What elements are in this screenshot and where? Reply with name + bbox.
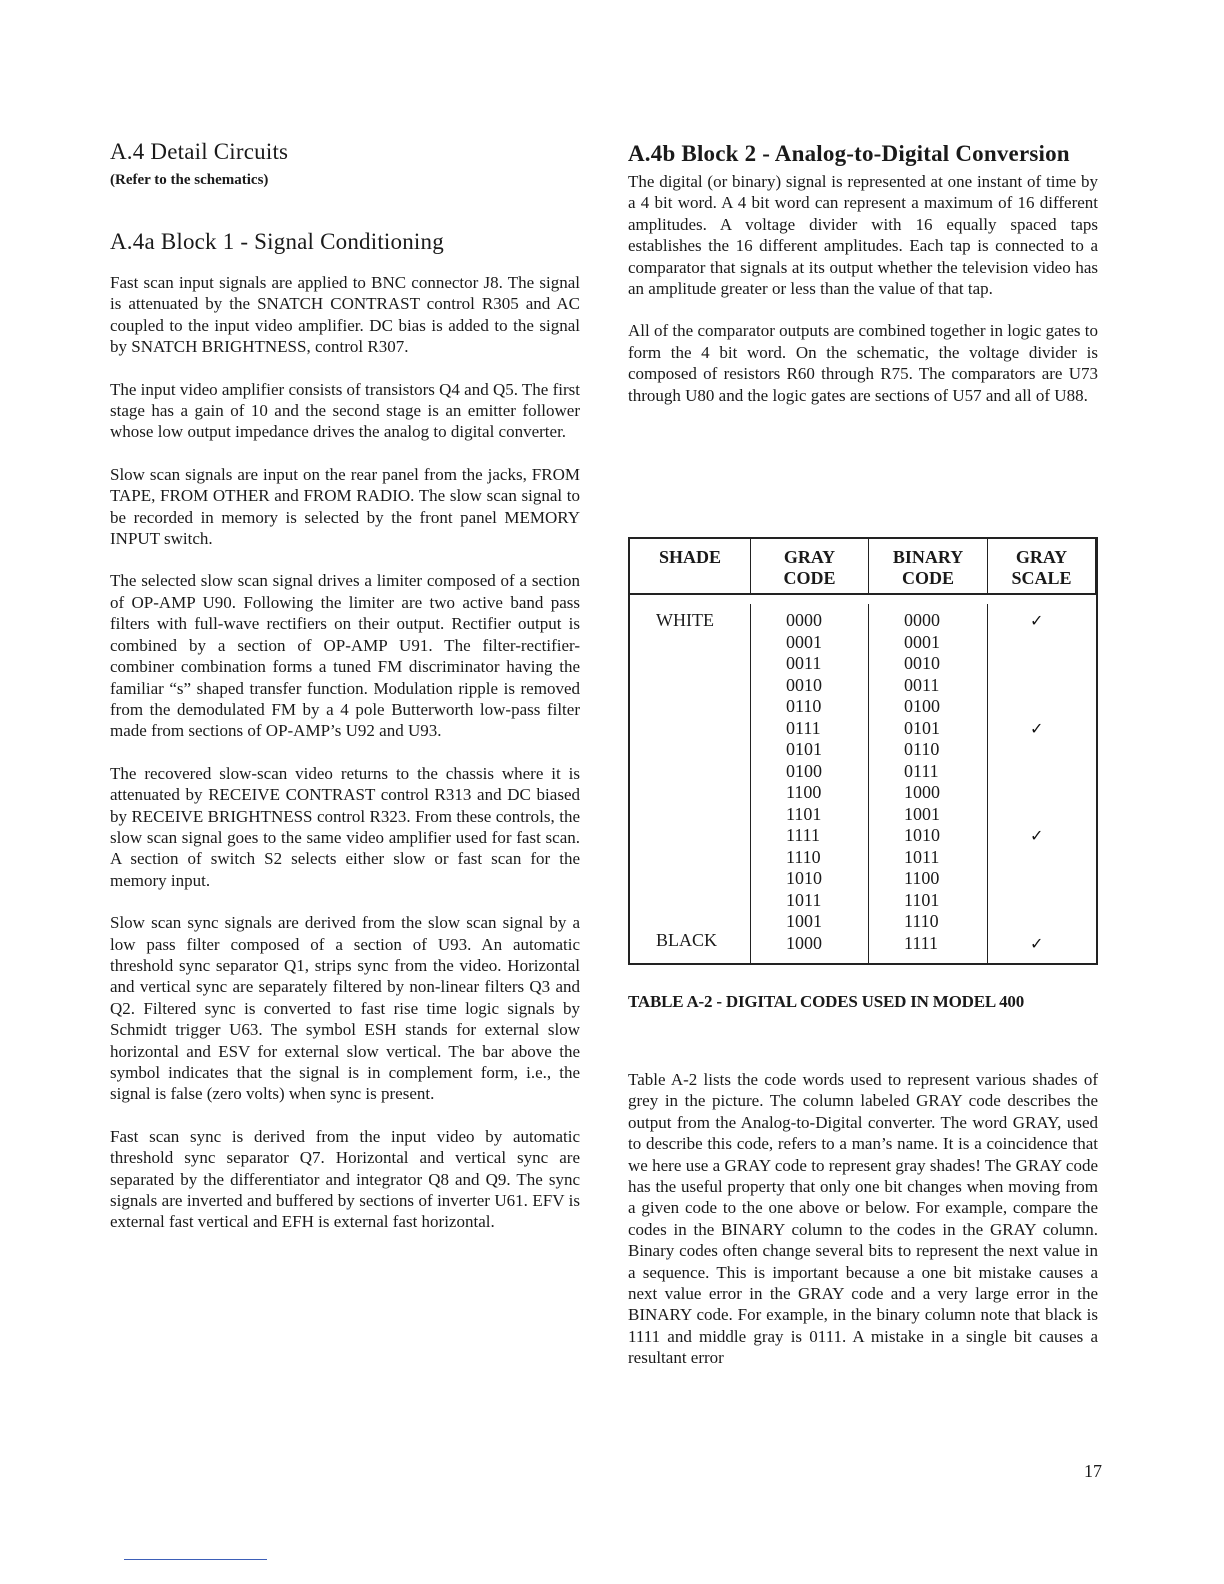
header-code-label: CODE (783, 568, 836, 588)
table-cell: 1011 (904, 846, 940, 867)
table-cell: 0001 (786, 631, 822, 652)
left-column (110, 138, 580, 1233)
table-cell: 0111 (786, 717, 821, 738)
section-title-a4a: A.4a Block 1 - Signal Conditioning (110, 229, 444, 254)
digital-codes-table (628, 537, 1098, 965)
table-cell: 0100 (786, 760, 822, 781)
table-cell: 1011 (786, 889, 822, 910)
paragraph: Slow scan sync signals are derived from the slow scan signal by a low pass filter composed of a section of U93. An automatic threshold sync separator Q1, strips sync from the video. Horizontal and vertical sync are separately filtered by non-linear filters Q3 and Q2. Filtered sync is converted to fast rise time logic signals by Schmidt trigger U63. The symbol ESH stands for external slow horizontal and ESV for external slow vertical. The bar above the symbol indicates that the signal is in complement form, i.e., the signal is false (zero volts) when sync is present. (110, 913, 580, 1104)
table-cell: 1000 (786, 932, 822, 953)
table-cell: 1111 (904, 932, 938, 953)
page-number: 17 (1084, 1461, 1102, 1481)
header-shade-label: SHADE (658, 547, 721, 567)
paragraph: The selected slow scan signal drives a limiter composed of a section of OP-AMP U90. Following the limiter are two active band pass filters with full-wave rectifiers on their output. Rectifier output is combined by a section of OP-AMP U91. The filter-rectifier-combiner combination forms a tuned FM discriminator having the familiar “s” shaped transfer function. Modulation ripple is removed from the demodulated FM by a 4 pole Butterworth low-pass filter made from sections of OP-AMP’s U92 and U93. (110, 571, 580, 741)
table-cell: 0011 (904, 674, 940, 695)
paragraph: Fast scan sync is derived from the input video by automatic threshold sync separator Q7. Horizontal and vertical sync are separated by the differentiator and integrator Q8 and Q9. The sync signals are inverted and buffered by sections of inverter U61. EFV is external fast vertical and EFH is external fast horizontal. (110, 1126, 580, 1232)
table-cell: 0101 (786, 739, 822, 759)
footnote-rule (124, 1559, 267, 1560)
check-mark-icon: ✓ (1030, 613, 1044, 630)
table-cell: 0010 (904, 653, 940, 673)
paragraph: Table A-2 lists the code words used to represent various shades of grey in the picture. The column labeled GRAY code describes the output from the Analog-to-Digital converter. The word GRAY, used to describe this code, refers to a man’s name. It is a coincidence that we here use a GRAY code to represent gray shades! The GRAY code has the useful property that only one bit changes when moving from a given code to the one above or below. For example, compare the codes in the BINARY column to the codes in the GRAY column. Binary codes often change several bits to represent the next value in a sequence. This is important because a one bit mistake causes a next value error in the GRAY code and a very large error in the BINARY code. For example, in the binary column note that black is 1111 and middle gray is 0111. A mistake in a single bit causes a resultant error (628, 1070, 1098, 1368)
check-mark-icon: ✓ (1030, 936, 1044, 953)
table-cell: 1001 (904, 803, 940, 824)
section-title-a4: A.4 Detail Circuits (110, 139, 289, 164)
paragraph: Fast scan input signals are applied to BNC connector J8. The signal is attenuated by the SNATCH CONTRAST control R305 and AC coupled to the input video amplifier. DC bias is added to the signal by SNATCH BRIGHTNESS, control R307. (110, 273, 580, 357)
table-cell: 0011 (786, 653, 822, 673)
table-cell: 1110 (904, 911, 939, 931)
binary-code-column (869, 604, 988, 963)
header-gray-scale (988, 539, 1096, 595)
section-subtitle: (Refer to the schematics) (110, 172, 269, 188)
header-binary-label: BINARY (892, 547, 964, 567)
paragraph: Slow scan signals are input on the rear panel from the jacks, FROM TAPE, FROM OTHER and FROM RADIO. The slow scan signal to be recorded in memory is selected by the front panel MEMORY INPUT switch. (110, 464, 580, 549)
gray-code-column (751, 604, 869, 963)
table-cell: 1010 (904, 825, 940, 845)
table-caption: TABLE A-2 - DIGITAL CODES USED IN MODEL 400 (628, 992, 1025, 1011)
table-cell: 0111 (904, 760, 939, 781)
section-title-a4b: A.4b Block 2 - Analog-to-Digital Conversion (628, 141, 1070, 166)
paragraph: The digital (or binary) signal is represented at one instant of time by a 4 bit word. A 4 bit word can represent a maximum of 16 different amplitudes. A voltage divider with 16 equally spaced taps establishes the 16 different amplitudes. Each tap is connected to a comparator that signals at its output whether the television video has an amplitude greater or less than the value of that tap. (628, 172, 1098, 299)
table-cell: 1100 (904, 868, 940, 888)
paragraph: The input video amplifier consists of transistors Q4 and Q5. The first stage has a gain of 10 and the second stage is an emitter follower whose low output impedance drives the analog to digital converter. (110, 379, 580, 442)
right-column (628, 138, 1098, 406)
shade-white: WHITE (656, 610, 714, 630)
table-cell: 1000 (904, 782, 940, 802)
header-code-label: CODE (901, 568, 954, 588)
table-cell: 0000 (786, 610, 822, 630)
table-cell: 1111 (786, 825, 820, 845)
table-cell: 0110 (786, 696, 822, 716)
header-scale-label: SCALE (1011, 568, 1072, 588)
table-cell: 0010 (786, 674, 822, 695)
header-shade (630, 539, 751, 595)
shade-black: BLACK (656, 930, 718, 950)
gray-scale-column (988, 604, 1096, 963)
table-cell: 0110 (904, 739, 940, 759)
header-gray-label: GRAY (1015, 547, 1068, 567)
table-cell: 0101 (904, 717, 940, 738)
header-gray-label: GRAY (783, 547, 836, 567)
paragraph: The recovered slow-scan video returns to the chassis where it is attenuated by RECEIVE CONTRAST control R313 and DC biased by RECEIVE BRIGHTNESS control R323. From these controls, the slow scan signal goes to the same video amplifier used for fast scan. A section of switch S2 selects either slow or fast scan for the memory input. (110, 763, 580, 890)
table-cell: 0000 (904, 610, 940, 630)
table-cell: 1010 (786, 868, 822, 888)
shade-column (630, 604, 751, 963)
header-gray-code (751, 539, 869, 595)
table-cell: 0100 (904, 696, 940, 716)
table-cell: 1101 (904, 889, 940, 910)
right-column-lower (628, 1069, 1098, 1369)
paragraph: All of the comparator outputs are combined together in logic gates to form the 4 bit word. On the schematic, the voltage divider is composed of resistors R60 through R75. The comparators are U73 through U80 and the logic gates are sections of U57 and all of U88. (628, 321, 1098, 405)
table-cell: 0001 (904, 631, 940, 652)
table-cell: 1101 (786, 803, 822, 824)
table-cell: 1100 (786, 782, 822, 802)
table-cell: 1001 (786, 911, 822, 931)
check-mark-icon: ✓ (1030, 828, 1044, 845)
table-cell: 1110 (786, 846, 821, 867)
check-mark-icon: ✓ (1030, 721, 1044, 738)
header-binary-code (869, 539, 988, 595)
